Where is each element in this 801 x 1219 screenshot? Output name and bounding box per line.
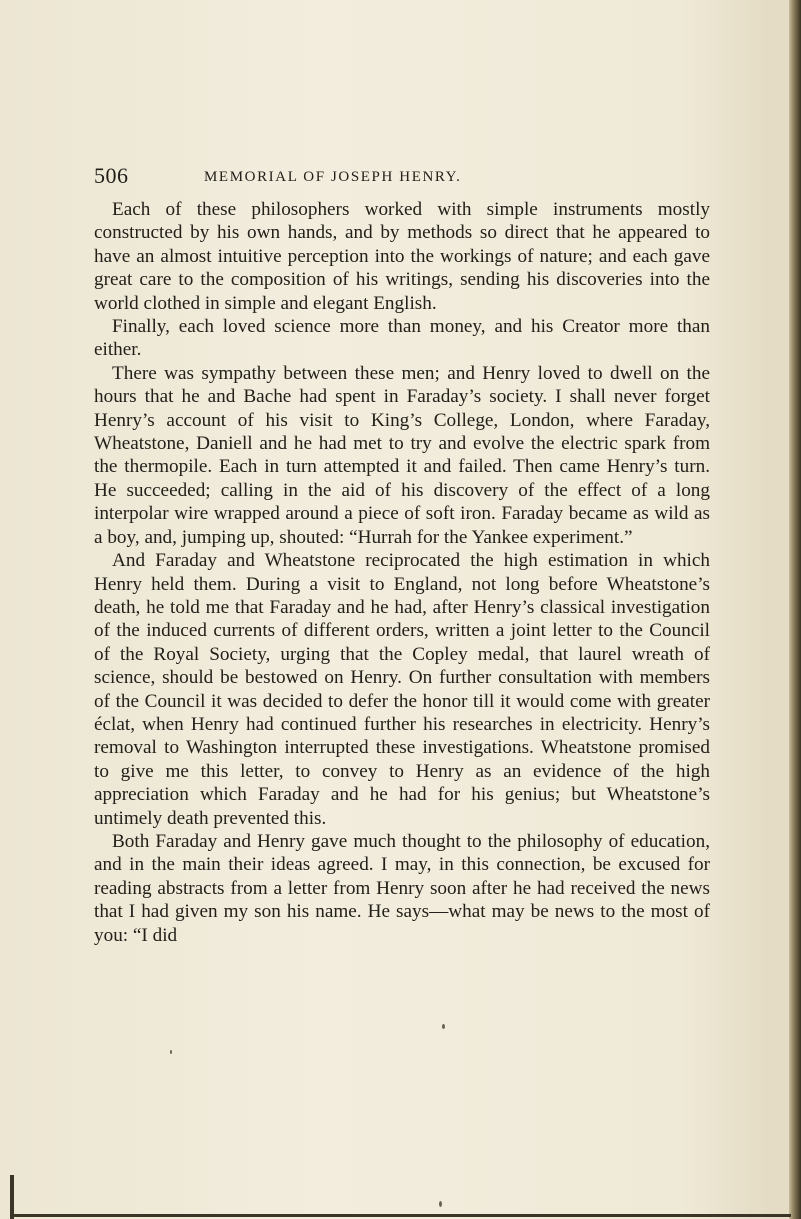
paragraph: There was sympathy between these men; and Henry loved to dwell on the hours that he and Bache had spent in Faraday’s society. I shall never forget Henry’s account of his visit to King’s College, London, where Faraday, Wheatstone, Daniell and he had met to try and evolve the electric spark from the thermopile. Each in turn attempted it and failed. Then came Henry’s turn. He succeeded; calling in the aid of his discovery of the effect of a long interpolar wire wrapped around a piece of soft iron. Faraday became as wild as a boy, and, jumping up, shouted: “Hurrah for the Yankee experiment.” xyxy=(94,362,710,548)
page-edge-bottom xyxy=(10,1214,791,1217)
page-edge-left xyxy=(10,1175,14,1219)
page-number: 506 xyxy=(94,163,129,188)
page-header xyxy=(94,163,714,193)
ink-speck xyxy=(170,1050,172,1054)
ink-speck xyxy=(442,1024,445,1029)
running-title: MEMORIAL OF JOSEPH HENRY. xyxy=(204,169,462,185)
paragraph: Finally, each loved science more than money, and his Creator more than either. xyxy=(94,316,710,361)
paragraph: Each of these philosophers worked with simple instruments mostly constructed by his own hands, and by methods so direct that he appeared to have an almost intuitive perception into the workings of nature; and each gave great care to the composition of his writings, sending his discoveries into the world clothed in simple and elegant English. xyxy=(94,199,710,314)
page-edge-right xyxy=(789,0,801,1219)
paragraph: Both Faraday and Henry gave much thought to the philosophy of education, and in the main their ideas agreed. I may, in this connection, be excused for reading abstracts from a letter from Henry soon after he had received the news that I had given my son his name. He says—what may be news to the most of you: “I did xyxy=(94,830,710,946)
paragraph: And Faraday and Wheatstone reciprocated the high estimation in which Henry held them. During a visit to England, not long before Wheatstone’s death, he told me that Faraday and he had, after Henry’s classical investigation of the induced currents of different orders, written a joint letter to the Council of the Royal Society, urging that the Copley medal, that laurel wreath of science, should be bestowed on Henry. On further consultation with members of the Council it was decided to defer the honor till it would come with greater éclat, when Henry had continued further his researches in electricity. Henry’s removal to Washington interrupted these investigations. Wheatstone promised to give me this letter, to convey to Henry as an evidence of the high appreciation which Faraday and he had for his genius; but Wheatstone’s untimely death prevented this. xyxy=(94,550,710,829)
body-text xyxy=(94,198,710,947)
ink-speck xyxy=(439,1201,442,1207)
